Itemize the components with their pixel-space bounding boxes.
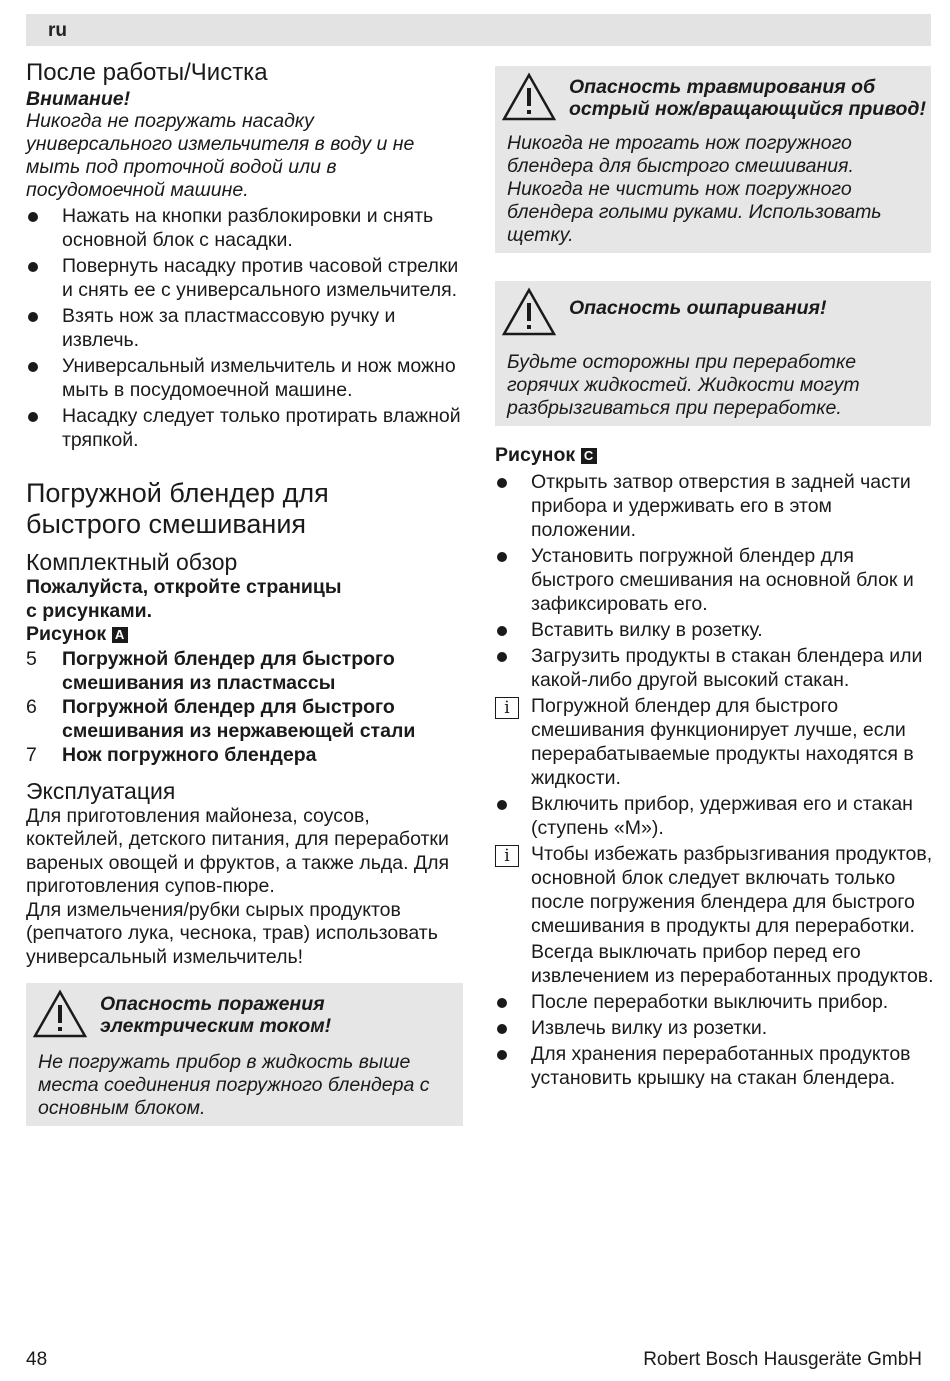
warning-triangle-icon <box>32 989 88 1039</box>
right-column <box>495 66 935 1092</box>
info-icon: i <box>495 697 519 719</box>
overview-title: Комплектный обзор <box>26 549 238 575</box>
usage-step <box>495 544 935 616</box>
info-icon: i <box>495 845 519 867</box>
cleaning-step-text: Повернуть насадку против часовой стрелки и снять ее с универсального измельчителя. <box>62 255 459 301</box>
cleaning-step-text: Взять нож за пластмассовую ручку и извлечь. <box>62 305 396 351</box>
blender-title: Погружной блендер для быстрого смешивания <box>26 478 329 539</box>
part-number: 6 <box>26 695 37 718</box>
usage-step <box>495 842 935 938</box>
left-column <box>26 56 466 1126</box>
bullet-icon <box>28 362 38 372</box>
usage-step-text: Вставить вилку в розетку. <box>531 618 763 641</box>
part-text: Нож погружного блендера <box>62 743 317 766</box>
cleaning-step-text: Универсальный измельчитель и нож можно мыть в посудомоечной машине. <box>62 355 456 401</box>
bullet-icon <box>497 478 507 488</box>
bullet-icon <box>497 998 507 1008</box>
cleaning-step <box>26 404 466 452</box>
usage-step <box>495 1016 935 1040</box>
warning-triangle-icon <box>501 287 557 337</box>
warning-scald-text: Будьте осторожны при переработке горячих жидкостей. Жидкости могут разбрызгиваться при переработке. <box>507 351 860 419</box>
figure-ref-a <box>26 623 466 647</box>
cleaning-step <box>26 254 466 302</box>
bullet-icon <box>497 626 507 636</box>
bullet-icon <box>28 262 38 272</box>
usage-step <box>495 644 935 692</box>
parts-list <box>26 647 466 767</box>
cleaning-step <box>26 204 466 252</box>
usage-step-text: Погружной блендер для быстрого смешивания функционирует лучше, если перерабатываемые продукты находятся в жидкости. <box>531 694 914 789</box>
bullet-icon <box>497 652 507 662</box>
figure-ref-c <box>495 444 935 468</box>
language-code: ru <box>48 20 67 41</box>
usage-step-text: Чтобы избежать разбрызгивания продуктов, основной блок следует включать только после погружения блендера для быстрого смешивания в продукты для переработки. <box>531 842 933 937</box>
usage-step-text: Загрузить продукты в стакан блендера или какой-либо другой высокий стакан. <box>531 644 923 691</box>
usage-step <box>495 618 935 642</box>
usage-step <box>495 694 935 790</box>
usage-step-text: Включить прибор, удерживая его и стакан (ступень «M»). <box>531 792 913 839</box>
company-name: Robert Bosch Hausgeräte GmbH <box>643 1349 922 1370</box>
figure-letter-badge: C <box>581 448 597 464</box>
warning-triangle-icon <box>501 72 557 122</box>
usage-steps <box>495 470 935 1090</box>
part-number: 5 <box>26 647 37 670</box>
bullet-icon <box>28 312 38 322</box>
part-number: 7 <box>26 743 37 766</box>
bullet-icon <box>28 212 38 222</box>
bullet-icon <box>497 1050 507 1060</box>
operation-paragraph-2: Для измельчения/рубки сырых продуктов (репчатого лука, чеснока, трав) использовать универсальный измельчитель! <box>26 898 438 968</box>
language-bar <box>26 14 931 46</box>
usage-step-text: Открыть затвор отверстия в задней части прибора и удерживать его в этом положении. <box>531 470 911 541</box>
warning-knife <box>495 66 931 253</box>
operation-title: Эксплуатация <box>26 777 176 804</box>
bullet-icon <box>497 1024 507 1034</box>
operation-paragraph-1: Для приготовления майонеза, соусов, коктейлей, детского питания, для переработки вареных овощей и фруктов, а также льда. Для приготовления супов-пюре. <box>26 804 450 897</box>
figure-label: Рисунок <box>495 444 576 466</box>
bullet-icon <box>497 552 507 562</box>
warning-scald-title: Опасность ошпаривания! <box>569 297 827 319</box>
usage-step <box>495 470 935 542</box>
attention-text: Никогда не погружать насадку универсального измельчителя в воду и не мыть под проточной водой или в посудомоечной машине. <box>26 110 415 201</box>
usage-step-text: Всегда выключать прибор перед его извлечением из переработанных продуктов. <box>531 940 934 987</box>
cleaning-step-text: Нажать на кнопки разблокировки и снять основной блок с насадки. <box>62 205 434 251</box>
usage-step <box>495 990 935 1014</box>
cleaning-step <box>26 304 466 352</box>
warning-knife-title: Опасность травмирования об острый нож/вращающийся привод! <box>569 76 926 120</box>
warning-shock-text: Не погружать прибор в жидкость выше места соединения погружного блендера с основным блоком. <box>38 1051 430 1119</box>
usage-step <box>495 1042 935 1090</box>
warning-knife-text: Никогда не трогать нож погружного блендера для быстрого смешивания. Никогда не чистить нож погружного блендера голыми руками. Использовать щетку. <box>507 132 882 246</box>
part-text: Погружной блендер для быстрого смешивания из нержавеющей стали <box>62 695 416 742</box>
attention-label: Внимание! <box>26 88 131 110</box>
usage-step-text: После переработки выключить прибор. <box>531 990 889 1013</box>
bullet-icon <box>497 800 507 810</box>
part-text: Погружной блендер для быстрого смешивания из пластмассы <box>62 647 395 694</box>
usage-step <box>495 792 935 840</box>
after-use-title: После работы/Чистка <box>26 59 268 86</box>
overview-note: Пожалуйста, откройте страницы с рисунками. <box>26 576 342 622</box>
bullet-icon <box>28 412 38 422</box>
figure-label: Рисунок <box>26 623 107 645</box>
part-item <box>26 695 466 743</box>
cleaning-step-text: Насадку следует только протирать влажной тряпкой. <box>62 405 461 451</box>
warning-scald <box>495 281 931 426</box>
cleaning-steps <box>26 204 466 452</box>
warning-shock-title: Опасность поражения электрическим током! <box>100 993 332 1037</box>
cleaning-step <box>26 354 466 402</box>
page-number: 48 <box>26 1349 48 1370</box>
usage-step-text: Установить погружной блендер для быстрого смешивания на основной блок и зафиксировать его. <box>531 544 914 615</box>
warning-electric-shock <box>26 983 463 1126</box>
part-item <box>26 743 466 767</box>
part-item <box>26 647 466 695</box>
usage-step-text: Для хранения переработанных продуктов установить крышку на стакан блендера. <box>531 1042 911 1089</box>
usage-step-text: Извлечь вилку из розетки. <box>531 1016 768 1039</box>
usage-step <box>495 940 935 988</box>
figure-letter-badge: A <box>112 627 128 643</box>
